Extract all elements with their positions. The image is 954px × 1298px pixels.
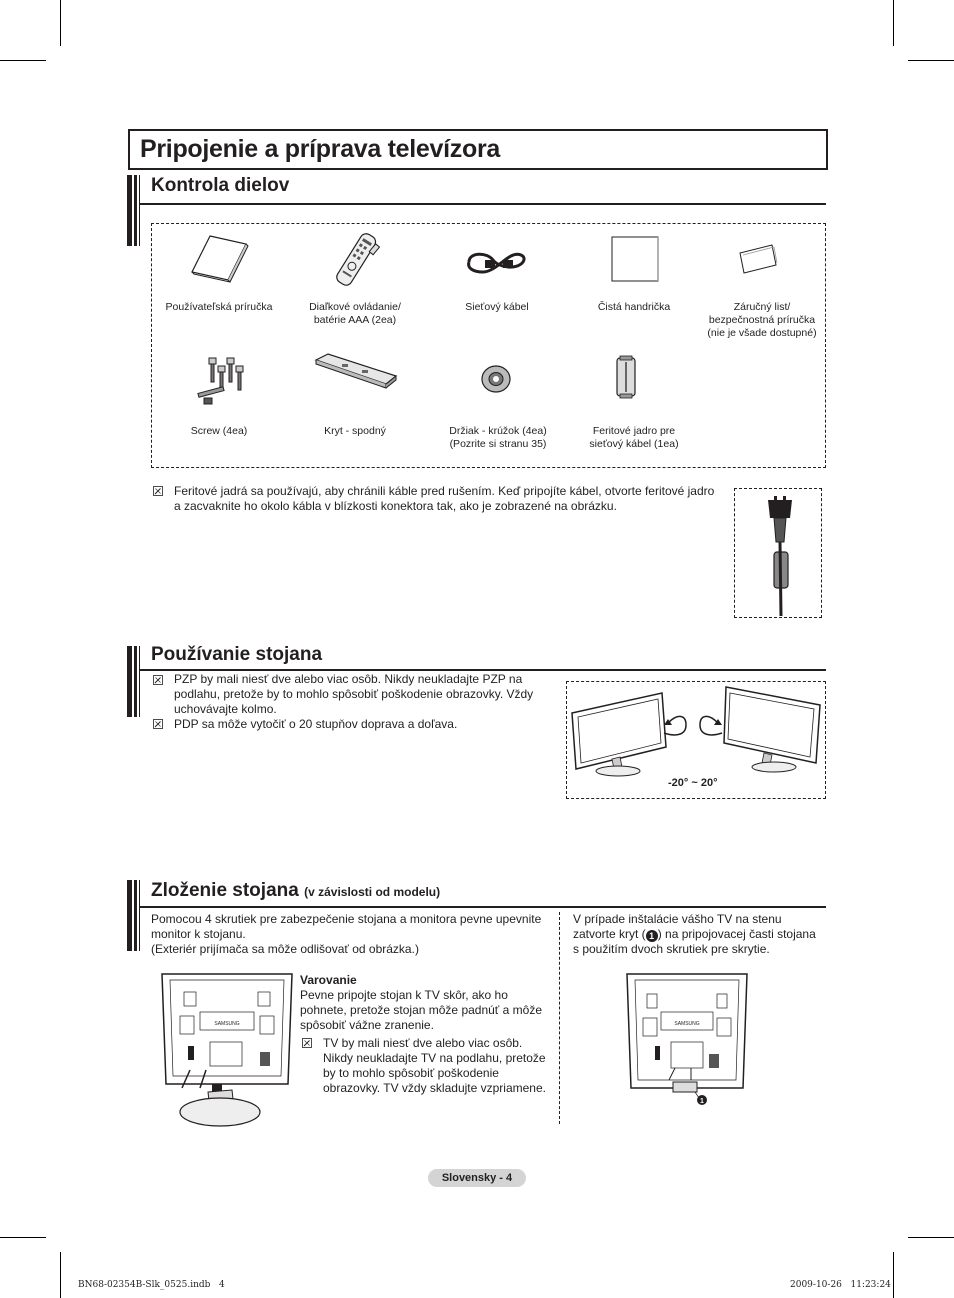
part-caption: Kryt - spodný xyxy=(324,425,386,437)
section-marker xyxy=(127,880,140,951)
stand-note-2: PDP sa môže vytočiť o 20 stupňov doprava a doľava. xyxy=(174,717,458,731)
crop-mark xyxy=(908,60,954,61)
page-title: Pripojenie a príprava televízora xyxy=(140,135,500,163)
crop-mark xyxy=(0,60,46,61)
stand-note-1: PZP by mali niesť dve alebo viac osôb. Nikdy neukladajte PZP na podlahu, pretože by to mohlo spôsobiť poškodenie obrazovky. Vždy uchovávajte kolmo. xyxy=(174,672,534,716)
manual-icon xyxy=(190,232,248,284)
crop-mark xyxy=(893,1252,894,1298)
part-caption: Diaľkové ovládanie/ batérie AAA (2ea) xyxy=(309,301,401,326)
section-marker xyxy=(127,175,140,246)
column-divider xyxy=(559,912,560,1124)
tv-back-stand-illustration xyxy=(160,972,294,1128)
warning-title: Varovanie xyxy=(300,973,357,987)
part-caption: Feritové jadro pre sieťový kábel (1ea) xyxy=(589,425,679,450)
cloth-icon xyxy=(610,235,660,283)
note-icon xyxy=(153,719,163,729)
ferrite-plug-illustration xyxy=(760,496,800,616)
brand-label: SAMSUNG xyxy=(674,1021,700,1027)
cover-icon xyxy=(312,352,400,392)
section-rule xyxy=(140,203,826,205)
section-title-stand-use: Používanie stojana xyxy=(151,644,323,665)
warning-text: Pevne pripojte stojan k TV skôr, ako ho pohnete, pretože stojan môže padnúť a môže spôsobiť vážne zranenie. xyxy=(300,988,542,1032)
assembly-right-text xyxy=(573,912,825,957)
part-caption: Screw (4ea) xyxy=(190,425,248,437)
part-caption: Držiak - krúžok (4ea) (Pozrite si stranu 35) xyxy=(449,425,547,450)
tv-back-cover-illustration xyxy=(625,972,749,1108)
crop-mark xyxy=(60,0,61,46)
section-rule xyxy=(140,906,826,908)
section-marker xyxy=(127,646,140,717)
note-icon xyxy=(153,486,163,496)
part-caption: Sieťový kábel xyxy=(465,301,529,313)
assembly-left-text: Pomocou 4 skrutiek pre zabezpečenie stojana a monitora pevne upevnite monitor k stojanu. (Exteriér prijímača sa môže odlišovať od obrázka.) xyxy=(151,912,542,956)
section-title-stand-assembly xyxy=(151,880,440,902)
assembly-title: Zloženie stojana xyxy=(151,880,299,901)
crop-mark xyxy=(60,1252,61,1298)
page-title-box xyxy=(128,129,828,170)
note-icon xyxy=(302,1038,312,1048)
power-cable-icon xyxy=(463,248,529,280)
part-caption: Používateľská príručka xyxy=(165,301,273,313)
brand-label: SAMSUNG xyxy=(214,1021,240,1027)
part-caption: Čistá handrička xyxy=(597,301,671,313)
warning-note: TV by mali niesť dve alebo viac osôb. Nikdy neukladajte TV na podlahu, pretože by to mohlo spôsobiť poškodenie obrazovky. TV vždy skladujte vzpriamene. xyxy=(323,1036,546,1095)
cover-marker: 1 xyxy=(646,930,658,942)
warranty-card-icon xyxy=(738,243,778,275)
remote-control-icon xyxy=(328,232,386,288)
ferrite-core-icon xyxy=(614,354,638,400)
note-icon xyxy=(153,675,163,685)
ferrite-note: Feritové jadrá sa používajú, aby chránili káble pred rušením. Keď pripojíte kábel, otvorte feritové jadro a zacvaknite ho okolo kábla v blízkosti konektora tak, ako je zobrazené na obrázku. xyxy=(174,484,715,513)
assembly-right-text-a: V prípade inštalácie vášho TV na stenu zatvorte kryt ( xyxy=(573,912,782,941)
crop-mark xyxy=(908,1237,954,1238)
holder-ring-icon xyxy=(480,364,512,394)
cover-marker-illustration: 1 xyxy=(700,1098,704,1105)
page-number-badge: Slovensky - 4 xyxy=(428,1169,526,1187)
print-slug-date: 2009-10-26 11:23:24 xyxy=(790,1280,891,1290)
section-rule xyxy=(140,669,826,671)
screws-icon xyxy=(196,356,248,406)
crop-mark xyxy=(893,0,894,46)
part-caption: Záručný list/ bezpečnostná príručka (nie je všade dostupné) xyxy=(707,301,817,339)
assembly-right-text-b: ) na pripojovacej časti stojana s použitím dvoch skrutiek pre skrytie. xyxy=(573,927,816,956)
crop-mark xyxy=(0,1237,46,1238)
rotation-angle-label: -20° ~ 20° xyxy=(668,777,718,789)
print-slug-file: BN68-02354B-Slk_0525.indb 4 xyxy=(78,1280,225,1290)
section-title-parts: Kontrola dielov xyxy=(151,175,290,196)
assembly-title-note: (v závislosti od modelu) xyxy=(304,885,441,899)
